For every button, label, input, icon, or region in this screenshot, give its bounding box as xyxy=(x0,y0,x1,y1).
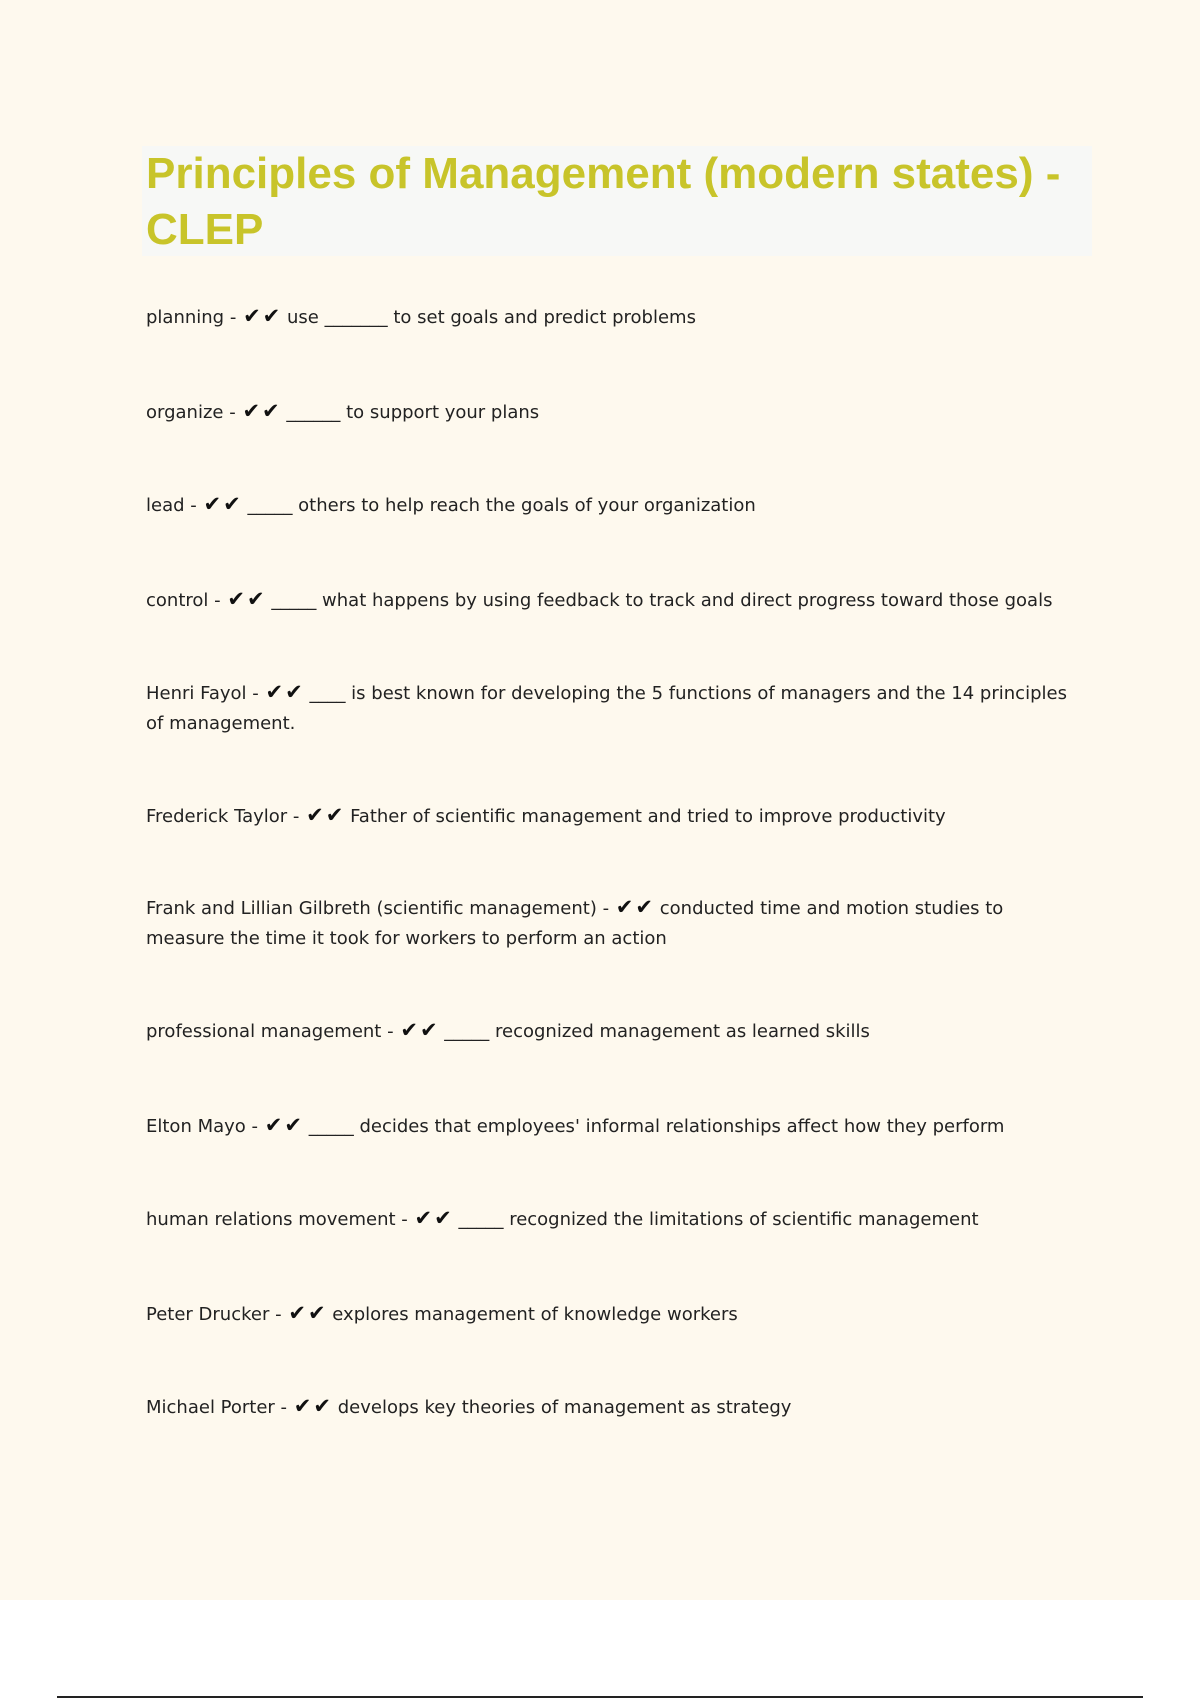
check-mark-icon: ✔ xyxy=(293,1394,312,1418)
check-mark-icon: ✔ xyxy=(264,1113,283,1137)
entry-term: organize xyxy=(146,402,224,423)
check-mark-icon: ✔ xyxy=(265,680,284,704)
entry-definition: Father of scientific management and tried to improve productivity xyxy=(350,806,946,827)
check-mark-icon: ✔ xyxy=(285,680,303,704)
flashcard-entry xyxy=(146,894,1086,954)
check-mark-icon: ✔ xyxy=(203,492,222,516)
check-mark-icon: ✔ xyxy=(615,895,634,919)
check-mark-icon: ✔ xyxy=(243,304,261,328)
flashcard-entry xyxy=(146,1393,1086,1423)
entry-term: Michael Porter xyxy=(146,1397,275,1418)
entry-term: lead xyxy=(146,495,185,516)
check-mark-icon: ✔ xyxy=(400,1018,418,1042)
flashcard-entry xyxy=(146,491,1086,521)
check-mark-icon: ✔ xyxy=(284,1113,302,1137)
check-mark-icon: ✔ xyxy=(325,803,344,827)
check-mark-icon: ✔ xyxy=(306,803,324,827)
entry-separator: - xyxy=(208,590,227,611)
entry-separator: - xyxy=(223,402,242,423)
check-mark-icon: ✔ xyxy=(223,492,241,516)
entry-definition: ______ to support your plans xyxy=(286,402,540,423)
footer-rule xyxy=(57,1696,1143,1698)
entry-term: planning xyxy=(146,307,225,328)
entry-separator: - xyxy=(224,307,243,328)
entry-separator: - xyxy=(245,1116,264,1137)
check-mark-icon: ✔ xyxy=(246,587,265,611)
check-mark-icon: ✔ xyxy=(307,1301,326,1325)
document-title: Principles of Management (modern states) - CLEP xyxy=(146,149,1061,254)
entry-separator: - xyxy=(246,683,265,704)
flashcard-entry xyxy=(146,303,1086,333)
entry-term: Peter Drucker xyxy=(146,1304,270,1325)
flashcard-entry xyxy=(146,586,1086,616)
entry-term: professional management xyxy=(146,1021,382,1042)
entry-definition: develops key theories of management as strategy xyxy=(337,1397,792,1418)
entry-definition: ____ is best known for developing the 5 functions of managers and the 14 principles of management. xyxy=(146,683,1067,734)
check-mark-icon: ✔ xyxy=(419,1018,438,1042)
entry-term: human relations movement xyxy=(146,1209,396,1230)
check-mark-icon: ✔ xyxy=(635,895,654,919)
entry-definition: _____ recognized the limitations of scientific management xyxy=(458,1209,979,1230)
check-mark-icon: ✔ xyxy=(262,304,281,328)
entry-definition: conducted time and motion studies to measure the time it took for workers to perform an action xyxy=(146,898,1004,949)
entry-separator: - xyxy=(184,495,203,516)
entry-separator: - xyxy=(274,1397,293,1418)
entry-separator: - xyxy=(269,1304,288,1325)
entry-separator: - xyxy=(287,806,306,827)
flashcard-entry xyxy=(146,1300,1086,1330)
flashcard-entry xyxy=(146,802,1086,832)
entry-term: Henri Fayol xyxy=(146,683,247,704)
entry-separator: - xyxy=(596,898,615,919)
entry-term: Frederick Taylor xyxy=(146,806,288,827)
entry-definition: explores management of knowledge workers xyxy=(332,1304,738,1325)
flashcard-entry xyxy=(146,1205,1086,1235)
check-mark-icon: ✔ xyxy=(227,587,245,611)
entry-definition: _____ decides that employees' informal relationships affect how they perform xyxy=(308,1116,1005,1137)
check-mark-icon: ✔ xyxy=(414,1206,433,1230)
check-mark-icon: ✔ xyxy=(313,1394,331,1418)
flashcard-entry xyxy=(146,679,1086,739)
entry-definition: use _______ to set goals and predict problems xyxy=(287,307,696,328)
entry-definition: _____ recognized management as learned skills xyxy=(444,1021,870,1042)
entry-definition: _____ what happens by using feedback to track and direct progress toward those goals xyxy=(271,590,1053,611)
entry-separator: - xyxy=(395,1209,414,1230)
flashcard-entry xyxy=(146,1017,1086,1047)
entry-term: Frank and Lillian Gilbreth (scientific management) xyxy=(146,898,597,919)
check-mark-icon: ✔ xyxy=(262,399,280,423)
check-mark-icon: ✔ xyxy=(288,1301,306,1325)
check-mark-icon: ✔ xyxy=(434,1206,452,1230)
check-mark-icon: ✔ xyxy=(242,399,261,423)
entry-term: Elton Mayo xyxy=(146,1116,246,1137)
entry-term: control xyxy=(146,590,209,611)
flashcard-entry xyxy=(146,1112,1086,1142)
entry-separator: - xyxy=(381,1021,400,1042)
flashcard-entry xyxy=(146,398,1086,428)
entry-definition: _____ others to help reach the goals of your organization xyxy=(247,495,756,516)
